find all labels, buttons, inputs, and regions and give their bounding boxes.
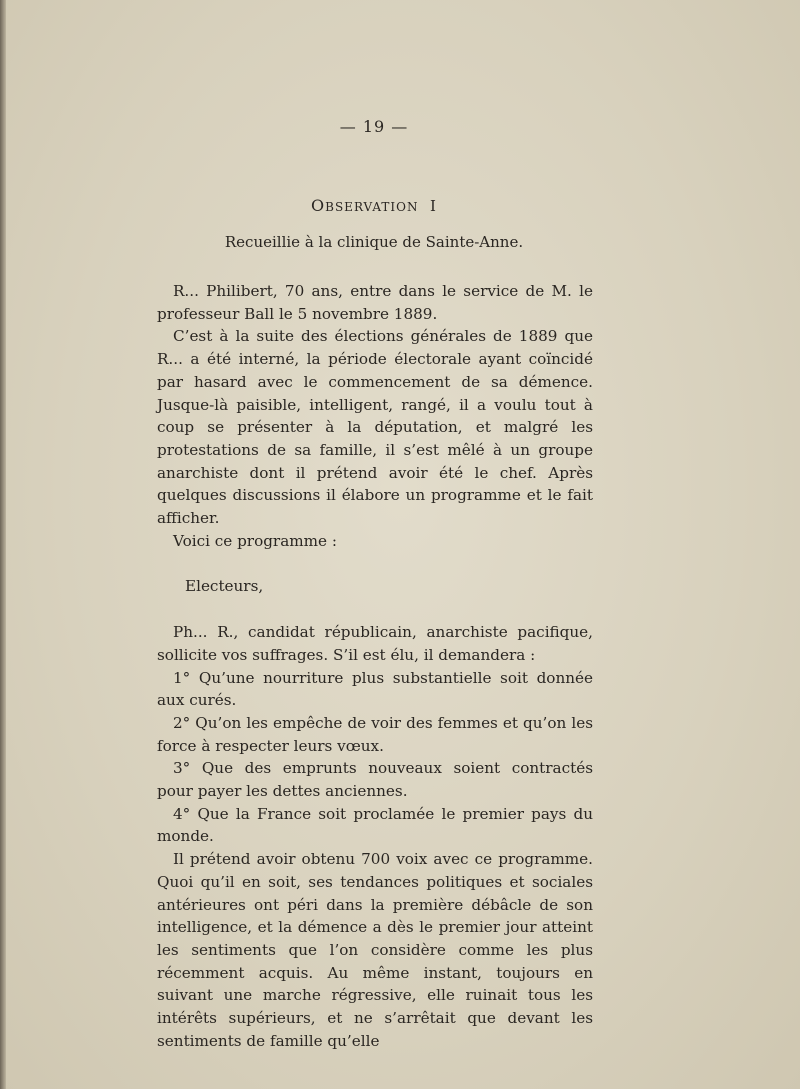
program-item-3: 3° Que des emprunts nouveaux soient contractés pour payer les dettes anciennes. bbox=[157, 759, 593, 801]
body-text bbox=[157, 280, 593, 1053]
observation-heading-initial: O bbox=[311, 196, 326, 215]
program-item-4: 4° Que la France soit proclamée le premier pays du monde. bbox=[157, 804, 593, 846]
observation-number: I bbox=[430, 197, 437, 215]
program-salutation: Electeurs, bbox=[185, 577, 264, 596]
paragraph-program-intro: Voici ce programme : bbox=[173, 531, 337, 550]
paragraph-votes-dementia: Il prétend avoir obtenu 700 voix avec ce programme. Quoi qu’il en soit, ses tendances politiques et sociales antérieures ont péri dans la première débâcle de son intelligence, et la démence a dès le premier jour atteint les sentiments que l’on considère comme les plus récemment acquis. Au même instant, toujours en suivant une marche régressive, elle ruinait tous les intérêts supérieurs, et ne s’arrêtait que devant les sentiments de famille qu’elle bbox=[157, 850, 593, 1050]
observation-heading-word: BSERVATION bbox=[325, 200, 419, 214]
paragraph-elections: C’est à la suite des élections générales de 1889 que R... a été interné, la période électorale ayant coïncidé par hasard avec le commencement de sa démence. Jusque-là paisible, intelligent, rangé, il a voulu tout à coup se présenter à la députation, et malgré les protestations de sa famille, il s’est mêlé à un groupe anarchiste dont il prétend avoir été le chef. Après quelques discussions il élabore un programme et le fait afficher. bbox=[157, 327, 593, 528]
page-edge-shadow bbox=[0, 0, 6, 1089]
observation-subtitle: Recueillie à la clinique de Sainte-Anne. bbox=[224, 233, 524, 251]
paragraph-patient-admission: R... Philibert, 70 ans, entre dans le service de M. le professeur Ball le 5 novembre 1889. bbox=[157, 282, 593, 323]
page-number: — 19 — bbox=[339, 117, 409, 136]
program-item-1: 1° Qu’une nourriture plus substantielle soit donnée aux curés. bbox=[157, 668, 593, 710]
observation-heading bbox=[0, 196, 748, 215]
program-item-2: 2° Qu’on les empêche de voir des femmes et qu’on les force à respecter leurs vœux. bbox=[157, 713, 593, 755]
program-candidate: Ph... R., candidat républicain, anarchiste pacifique, sollicite vos suffrages. S’il est élu, il demandera : bbox=[157, 623, 593, 664]
